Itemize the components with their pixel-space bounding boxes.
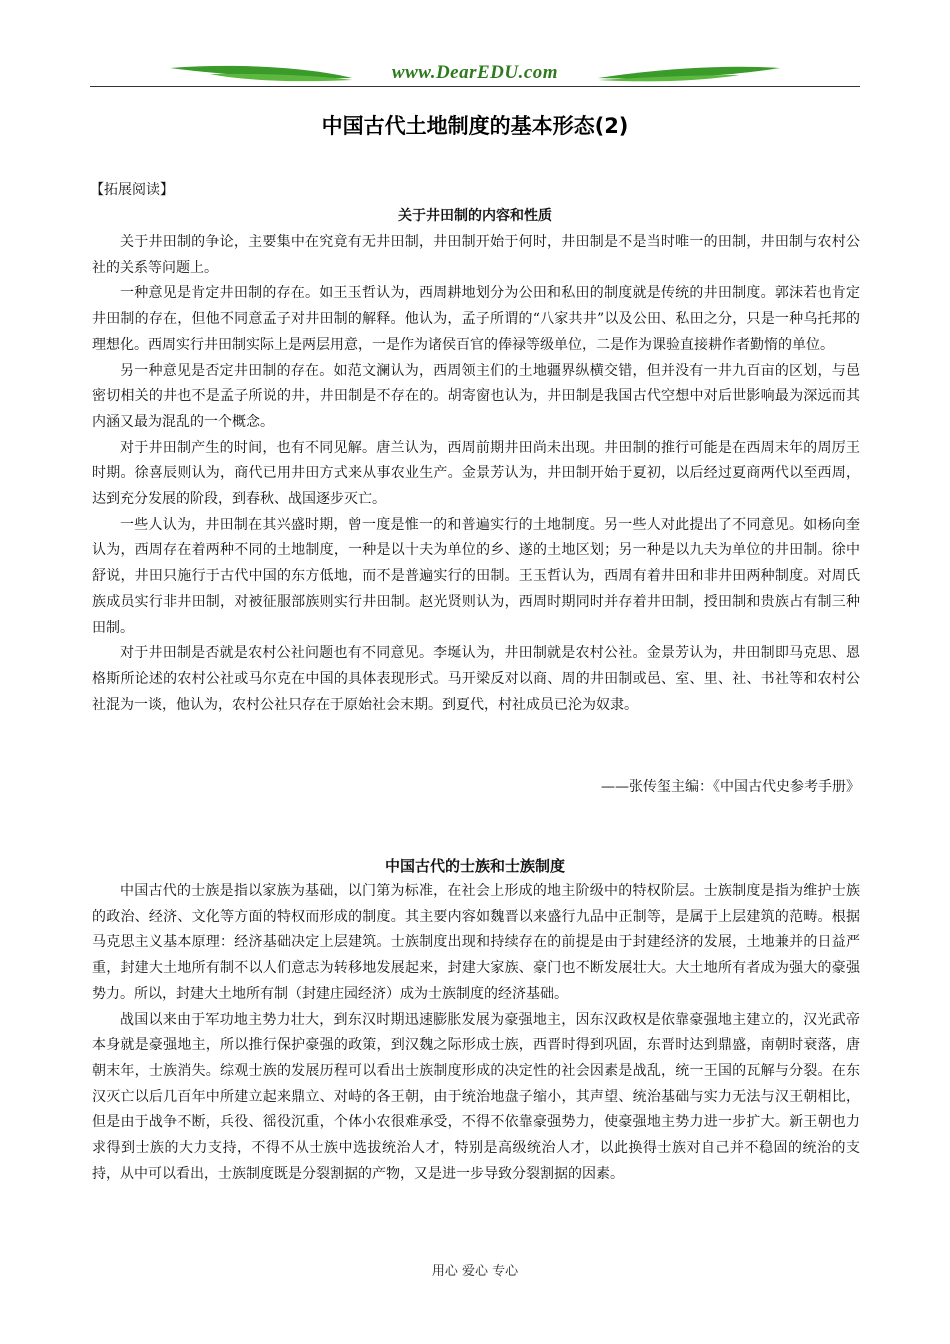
section-tag: 【拓展阅读】: [90, 182, 174, 198]
article2-body: [92, 879, 860, 1187]
article1-paragraph: 一些人认为，井田制在其兴盛时期，曾一度是惟一的和普遍实行的土地制度。另一些人对此提出了不同意见。如杨向奎认为，西周存在着两种不同的土地制度，一种是以十夫为单位的乡、遂的土地区划；另一种是以九夫为单位的井田制。徐中舒说，井田只施行于古代中国的东方低地，而不是普遍实行的田制。王玉哲认为，西周有着井田和非井田两种制度。对周氏族成员实行非井田制，对被征服部族则实行井田制。赵光贤则认为，西周时期同时并存着井田制，授田制和贵族占有制三种田制。: [92, 516, 860, 636]
article1-paragraph: 关于井田制的争论，主要集中在究竟有无井田制，井田制开始于何时，井田制是不是当时唯一的田制，井田制与农村公社的关系等问题上。: [92, 234, 860, 276]
article1-paragraph: 另一种意见是否定井田制的存在。如范文澜认为，西周领主们的土地疆界纵横交错，但并没有一井九百亩的区划，与邑密切相关的井也不是孟子所说的井，井田制是不存在的。胡寄窗也认为，井田制是我国古代空想中对后世影响最为深远而其内涵又最为混乱的一个概念。: [92, 362, 860, 430]
article1-paragraph: 一种意见是肯定井田制的存在。如王玉哲认为，西周耕地划分为公田和私田的制度就是传统的井田制度。郭沫若也肯定井田制的存在，但他不同意孟子对井田制的解释。他认为，孟子所谓的“八家共井”以及公田、私田之分，只是一种乌托邦的理想化。西周实行井田制实际上是两层用意，一是作为诸侯百官的俸禄等级单位，二是作为课验直接耕作者勤惰的单位。: [92, 285, 860, 353]
article2-paragraph: 中国古代的士族是指以家族为基础，以门第为标准，在社会上形成的地主阶级中的特权阶层。士族制度是指为维护士族的政治、经济、文化等方面的特权而形成的制度。其主要内容如魏晋以来盛行九品中正制等，是属于上层建筑的范畴。根据马克思主义基本原理：经济基础决定上层建筑。士族制度出现和持续存在的前提是由于封建经济的发展，土地兼并的日益严重，封建大土地所有制不以人们意志为转移地发展起来，封建大家族、豪门也不断发展壮大。大土地所有者成为强大的豪强势力。所以，封建大土地所有制（封建庄园经济）成为士族制度的经济基础。: [92, 883, 860, 1002]
article2-title: 中国古代的士族和士族制度: [384, 857, 565, 875]
page-footer: 用心 爱心 专心: [431, 1264, 519, 1279]
article2-paragraph: 战国以来由于军功地主势力壮大，到东汉时期迅速膨胀发展为豪强地主，因东汉政权是依靠豪强地主建立的，汉光武帝本身就是豪强地主，所以推行保护豪强的政策，到汉魏之际形成士族，西晋时得到巩固，东晋时达到鼎盛，南朝时衰落，唐朝末年，士族消失。综观士族的发展历程可以看出士族制度形成的决定性的社会因素是战乱，统一王国的瓦解与分裂。在东汉灭亡以后几百年中所建立起来鼎立、对峙的各王朝，由于统治地盘子缩小，其声望、统治基础与实力无法与汉王朝相比，但是由于战争不断，兵役、徭役沉重，个体小农很难承受，不得不依靠豪强势力，使豪强地主势力进一步扩大。新王朝也力求得到士族的大力支持，不得不从士族中选拔统治人才，特别是高级统治人才，以此换得士族对自己并不稳固的统治的支持，从中可以看出，士族制度既是分裂割据的产物，又是进一步导致分裂割据的因素。: [92, 1011, 860, 1182]
article1-paragraph: 对于井田制是否就是农村公社问题也有不同意见。李埏认为，井田制就是农村公社。金景芳认为，井田制即马克思、恩格斯所论述的农村公社或马尔克在中国的具体表现形式。马开梁反对以商、周的井田制或邑、室、里、社、书社等和农村公社混为一谈，他认为，农村公社只存在于原始社会末期。到夏代，村社成员已沦为奴隶。: [92, 645, 860, 713]
document-title: 中国古代土地制度的基本形态(2): [321, 114, 629, 138]
article1-citation: ——张传玺主编：《中国古代史参考手册》: [601, 779, 860, 795]
article1-body: [92, 230, 860, 718]
header-divider: [90, 86, 860, 87]
article1-paragraph: 对于井田制产生的时间，也有不同见解。唐兰认为，西周前期井田尚未出现。井田制的推行可能是在西周末年的周厉王时期。徐喜辰则认为，商代已用井田方式来从事农业生产。金景芳认为，井田制开始于夏初，以后经过夏商两代以至西周，达到充分发展的阶段，到春秋、战国逐步灭亡。: [92, 439, 860, 508]
article1-title: 关于井田制的内容和性质: [398, 208, 552, 224]
site-logo-text: www.DearEDU.com: [391, 62, 559, 83]
